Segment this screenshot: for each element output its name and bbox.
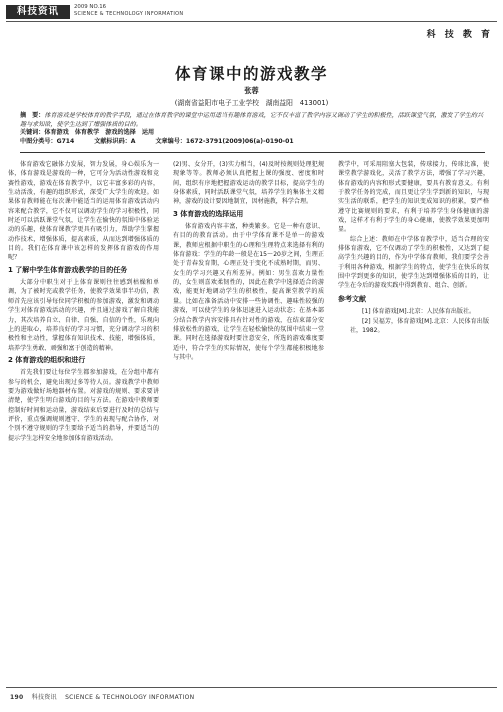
page-header: [0, 0, 503, 44]
article-author: 张蓉: [244, 86, 259, 95]
paragraph: 体育游戏内容丰富，种类繁多。它是一种有意识、有目的的教育活动。由于中学体育课不是单一的游戏课，教师应根据中职生的心理和生理特点来选择有利的体育游戏：学生的年龄一般是在15～20岁之间，生理正处于青春发育期，心理正处于变化不成熟时期，而男、女生的学习兴趣又有所差异。例如：男生喜欢力量性的，女生则喜欢柔韧性的，因此在教学中选择适合的游戏，能更好地调动学生的积极性，提高课堂教学的质量。比如在准备活动中安排一些协调性、趣味性较强的游戏，可以使学生的身体迅速进入运动状态；在基本部分结合教学内容安排具有针对性的游戏，在结束部分安排放松性的游戏，让学生在轻松愉快的氛围中结束一堂课。同时在选择游戏时要注意安全，所选的游戏难度要适中，符合学生的实际情况，使每个学生都能积极地参与其中。: [173, 223, 324, 361]
paragraph: 首先我们要让每位学生都参加游戏，在分组中都有参与的机会，避免出现过多等待人员。游戏教学中教师要为游戏做好场地器材布置。对游戏的规则、要求要讲清楚，使学生明白游戏的目的与方法。在游戏中教师要控制好时间和运动量，游戏结束后要进行及时的总结与评价，重点强调规则遵守、学生的表现与配合协作，对个别不遵守规则的学生要给予适当的指导，并要适当的提示学生怎样安全地参加体育游戏活动。: [8, 369, 159, 442]
section-heading-1: 1 了解中学生体育游戏教学的目的任务: [8, 265, 128, 274]
footer-journal-english: SCIENCE & TECHNOLOGY INFORMATION: [65, 694, 195, 701]
body-column-3: [338, 160, 489, 335]
article-title: 体育课中的游戏教学: [174, 64, 328, 83]
abstract-block: [20, 112, 485, 146]
document-code: 文献标识码：A: [94, 137, 136, 145]
references-heading: 参考文献: [338, 294, 366, 303]
section-tag: 科 技 教 育: [426, 30, 493, 40]
classification-row: [20, 138, 485, 147]
author-affiliation: (湖南省益阳市电子工业学校 湖南益阳 413001): [174, 99, 329, 107]
article-number: 文章编号：1672-3791(2009)06(a)-0190-01: [155, 137, 294, 145]
section-heading-2: 2 体育游戏的组织和进行: [8, 355, 86, 364]
section-heading-3: 3 体育游戏的选择运用: [173, 209, 244, 218]
paragraph: 教学中，可采用阻塞大包装，传球接力，传球比准，使课堂教学游戏化，灵活了教学方法，增强了学习兴趣，体育游戏的内容和形式要健康，要具有教育意义。有利于教学任务的完成，而且更让学生学到新的知识，与现实生活的联系，把学生的知识变成知识的积累，要严格遵守比赛规则的要求，有利于培养学生身体健康的游戏，这样才有利于学生的身心健康，使教学效果更加明显。: [338, 161, 489, 234]
clc-code: 中图分类号：G714: [20, 137, 75, 145]
abstract-label: 摘 要：: [20, 112, 45, 119]
reference-item: [2] 吴福芳，体育游戏[M].北京：人民体育出版社，1982。: [350, 317, 489, 334]
paragraph: 综合上述：教师在中学体育教学中，适当合理的安排体育游戏，它不仅调动了学生的积极性，又达到了提高学生兴趣的目的，作为中学体育教师，我们要学会善于利用各种游戏，根据学生的特点，使学生在快乐的氛围中学到更多的知识，使学生达到增强体质的目的，让学生在今后的游戏实践中得到教育、组合、创新。: [338, 235, 489, 290]
keywords: [20, 129, 485, 138]
abstract-text: 体育游戏是学校体育的教学手段，通过在体育教学的课堂中运用适当有趣体育游戏，它不仅丰富了教学内容又调动了学生的积极性，活跃课堂气氛，激发了学生的兴趣与求知欲，使学生达到了增强体质的目的。: [20, 112, 484, 128]
paragraph: 大部分中职生对于上体育课则往往感到枯燥和单调，为了被时充或教学任务，使教学效果事半功倍，教师首先应该引导每位同学积极的参加游戏，激发和调动学生对体育游戏活动的兴趣，并且通过游戏了解自我能力，其次培养自立、自律、自强、自信的个性，乐观向上的进取心，培养良好的学习习惯，充分调动学习的积极性和主动性，掌握体育知识技术、技能，增强体质，培养学生勇敢、顽强和富于创造的精神。: [8, 279, 159, 352]
paragraph: (2)男、女分开，(3)实力相当，(4)及时按规则处理犯规现象等等。教师必须认真把握上课的强度、密度和时间，组织有序地把握游戏运动的教学目标，提高学生的身体素质，同时活跃课堂气氛，培养学生的集体主义精神，游戏的设计要因地制宜，因材施教，科学合理。: [173, 161, 324, 206]
issue-number: 2009 NO.16: [74, 4, 107, 10]
abstract: [20, 112, 485, 129]
journal-english-name: SCIENCE & TECHNOLOGY INFORMATION: [74, 11, 184, 17]
body-column-1: [8, 160, 159, 443]
page-footer: [10, 692, 194, 701]
journal-logo: 科技资讯: [6, 5, 70, 19]
page-number: 190: [10, 694, 24, 701]
keywords-text: 体育游戏 体育教学 游戏的选择 运用: [44, 129, 155, 137]
footer-divider: [6, 687, 497, 688]
keywords-label: 关键词：: [20, 129, 45, 137]
header-divider: [6, 21, 497, 22]
abstract-divider: [20, 152, 485, 153]
reference-item: [1] 体育游戏[M].北京：人民体育出版社。: [362, 308, 476, 316]
footer-journal-name: 科技资讯: [31, 694, 57, 701]
paragraph: 体育游戏它融体力发展，智力发展，身心娱乐为一体，体育游戏是游戏的一种，它可分为活动性游戏和竞赛性游戏，游戏在体育教学中，以它丰富多彩的内容，生动活泼，有趣的组织形式，深受广大学生的欢迎。如果体育教师能在每次课中能适当的运用体育游戏活动内容来配合教学，它不仅可以调动学生的学习积极性，同时还可以活跃课堂气氛，让学生在愉快的氛围中体验运动的乐趣，使体育课教学更具有吸引力，帮助学生掌握动作技术，增强体质，提高素质，从而达到增强体质的目的。我们在体育课中该怎样的发挥体育游戏的作用呢？: [8, 161, 159, 262]
body-column-2: [173, 160, 324, 362]
